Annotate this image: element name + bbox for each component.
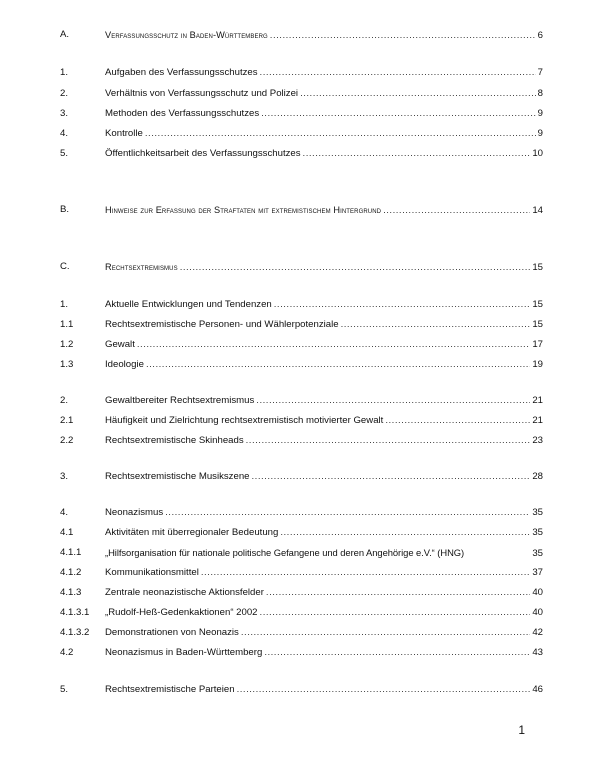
- toc-page: 35: [532, 548, 543, 559]
- toc-page: 35: [532, 527, 543, 538]
- toc-title: Demonstrationen von Neonazis: [105, 627, 239, 638]
- toc-entry[interactable]: [60, 317, 543, 333]
- toc-leader: [180, 260, 531, 276]
- toc-title: Öffentlichkeitsarbeit des Verfassungsschutzes: [105, 148, 301, 159]
- toc-number: 2.2: [60, 435, 74, 446]
- toc-entry[interactable]: [60, 65, 543, 81]
- toc-leader: [246, 433, 531, 449]
- toc-number: 2.: [60, 395, 69, 406]
- toc-page: 43: [532, 647, 543, 658]
- toc-page: 15: [532, 262, 543, 273]
- toc-entry[interactable]: [60, 146, 543, 162]
- toc-number: A.: [60, 29, 70, 40]
- toc-title: Kontrolle: [105, 128, 143, 139]
- toc-page: 9: [537, 108, 543, 119]
- toc-leader: [383, 203, 530, 219]
- toc-title: Aufgaben des Verfassungsschutzes: [105, 67, 258, 78]
- toc-page: 15: [532, 319, 543, 330]
- toc-page: 14: [532, 205, 543, 216]
- toc-entry[interactable]: [60, 413, 543, 429]
- toc-number: 4.2: [60, 647, 74, 658]
- toc-entry[interactable]: [60, 337, 543, 353]
- toc-number: 4.: [60, 128, 69, 139]
- toc-page: 21: [532, 395, 543, 406]
- toc-page: 37: [532, 567, 543, 578]
- toc-entry[interactable]: [60, 565, 543, 581]
- toc-title: Hinweise zur Erfassung der Straftaten mit extremistischem Hintergrund: [105, 205, 382, 215]
- toc-entry[interactable]: [60, 605, 543, 621]
- toc-number: 1.3: [60, 359, 74, 370]
- toc-entry[interactable]: [60, 357, 543, 373]
- toc-entry[interactable]: [60, 27, 543, 43]
- toc-page: 23: [532, 435, 543, 446]
- toc-title: Rechtsextremistische Parteien: [105, 684, 235, 695]
- toc-title: Verhältnis von Verfassungsschutz und Polizei: [105, 88, 299, 99]
- toc-entry[interactable]: [60, 545, 543, 561]
- toc-entry[interactable]: [60, 126, 543, 142]
- toc-number: 1.2: [60, 339, 74, 350]
- toc-leader: [260, 605, 531, 621]
- toc-title: Rechtsextremistische Musikszene: [105, 471, 250, 482]
- toc-title: Methoden des Verfassungsschutzes: [105, 108, 260, 119]
- toc-leader: [260, 65, 536, 81]
- toc-number: 2.: [60, 88, 69, 99]
- toc-number: 5.: [60, 148, 69, 159]
- toc-leader: [300, 86, 536, 102]
- toc-title: Gewaltbereiter Rechtsextremismus: [105, 395, 255, 406]
- toc-leader: [274, 297, 531, 313]
- toc-page: 35: [532, 507, 543, 518]
- toc-entry[interactable]: [60, 645, 543, 661]
- toc-title: Aktuelle Entwicklungen und Tendenzen: [105, 299, 272, 310]
- toc-page: 42: [532, 627, 543, 638]
- toc-leader: [280, 525, 530, 541]
- toc-number: 2.1: [60, 415, 74, 426]
- toc-page: 21: [532, 415, 543, 426]
- toc-title: Aktivitäten mit überregionaler Bedeutung: [105, 527, 279, 538]
- toc-page: 8: [537, 88, 543, 99]
- toc-page: 15: [532, 299, 543, 310]
- toc-entry[interactable]: [60, 106, 543, 122]
- toc-entry[interactable]: [60, 682, 543, 698]
- toc-entry[interactable]: [60, 505, 543, 521]
- toc-leader: [266, 585, 530, 601]
- toc-title: Zentrale neonazistische Aktionsfelder: [105, 587, 264, 598]
- toc-number: 3.: [60, 108, 69, 119]
- toc-number: 1.1: [60, 319, 74, 330]
- toc-entry[interactable]: [60, 86, 543, 102]
- toc-page: 10: [532, 148, 543, 159]
- toc-entry[interactable]: [60, 469, 543, 485]
- toc-number: 4.1.1: [60, 547, 82, 558]
- toc-title: Ideologie: [105, 359, 144, 370]
- toc-leader: [145, 126, 536, 142]
- toc-title: Rechtsextremistische Skinheads: [105, 435, 244, 446]
- toc-leader: [303, 146, 531, 162]
- toc-title: Neonazismus: [105, 507, 164, 518]
- toc-number: 4.1.3.2: [60, 627, 90, 638]
- toc-number: B.: [60, 204, 70, 215]
- toc-number: 3.: [60, 471, 69, 482]
- toc-leader: [270, 28, 536, 44]
- toc-leader: [165, 505, 530, 521]
- toc-number: 4.1.3.1: [60, 607, 90, 618]
- toc-entry[interactable]: [60, 259, 543, 275]
- toc-leader: [146, 357, 530, 373]
- toc-entry[interactable]: [60, 625, 543, 641]
- toc-title: Häufigkeit und Zielrichtung rechtsextremistisch motivierter Gewalt: [105, 415, 384, 426]
- toc-entry[interactable]: [60, 393, 543, 409]
- toc-leader: [252, 469, 531, 485]
- toc-entry[interactable]: [60, 202, 543, 218]
- toc-title: „Hilfsorganisation für nationale politische Gefangene und deren Angehörige e.V.“ (HNG): [105, 547, 465, 558]
- toc-entry[interactable]: [60, 585, 543, 601]
- toc-leader: [237, 682, 531, 698]
- toc-number: 4.1.3: [60, 587, 82, 598]
- toc-page: 28: [532, 471, 543, 482]
- toc-number: C.: [60, 261, 70, 272]
- toc-leader: [256, 393, 530, 409]
- toc-number: 4.1.2: [60, 567, 82, 578]
- toc-leader: [261, 106, 536, 122]
- toc-leader: [201, 565, 530, 581]
- toc-leader: [385, 413, 530, 429]
- toc-number: 4.: [60, 507, 69, 518]
- toc-page: 7: [537, 67, 543, 78]
- toc-title: Verfassungsschutz in Baden-Württemberg: [105, 30, 268, 40]
- toc-number: 1.: [60, 67, 69, 78]
- toc-page: 9: [537, 128, 543, 139]
- toc-page: 40: [532, 607, 543, 618]
- toc-entry[interactable]: [60, 297, 543, 313]
- toc-leader: [341, 317, 531, 333]
- toc-page: 46: [532, 684, 543, 695]
- toc-title: Kommunikationsmittel: [105, 567, 199, 578]
- toc-leader: [137, 337, 530, 353]
- toc-number: 4.1: [60, 527, 74, 538]
- toc-page: 17: [532, 339, 543, 350]
- page-number: 1: [518, 723, 525, 737]
- toc-leader: [241, 625, 530, 641]
- toc-entry[interactable]: [60, 525, 543, 541]
- toc-title: Rechtsextremismus: [105, 262, 178, 272]
- toc-entry[interactable]: [60, 433, 543, 449]
- toc-page: 6: [537, 30, 543, 41]
- toc-title: Gewalt: [105, 339, 135, 350]
- toc-leader: [264, 645, 530, 661]
- toc-title: Rechtsextremistische Personen- und Wählerpotenziale: [105, 319, 339, 330]
- toc-number: 1.: [60, 299, 69, 310]
- toc-title: „Rudolf-Heß-Gedenkaktionen“ 2002: [105, 607, 258, 618]
- toc-number: 5.: [60, 684, 69, 695]
- toc-title: Neonazismus in Baden-Württemberg: [105, 647, 263, 658]
- toc-page: 40: [532, 587, 543, 598]
- toc-page: 19: [532, 359, 543, 370]
